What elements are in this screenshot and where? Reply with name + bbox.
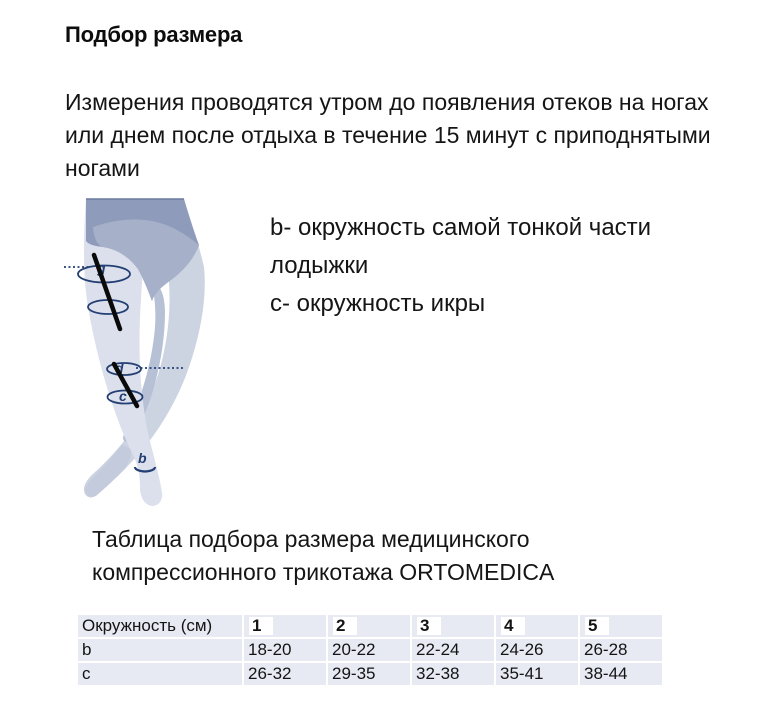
header-size-cell: [328, 615, 410, 637]
header-size-cell: [580, 615, 662, 637]
ring-label-c: c: [119, 388, 127, 404]
table-caption: Таблица подбора размера медицинского компрессионного трикотажа ORTOMEDICA: [92, 526, 555, 585]
measurement-notes: [270, 209, 708, 323]
crossing-foot-shade: [85, 445, 131, 497]
header-size-cell: [244, 615, 326, 637]
row-b-value: 24-26: [496, 639, 578, 661]
leg-measurement-diagram: [55, 197, 255, 517]
row-c-value: 32-38: [412, 663, 494, 685]
table-header-row: [78, 615, 662, 637]
row-c-value: 26-32: [244, 663, 326, 685]
table-row-b: [78, 639, 662, 661]
header-size-cell: [496, 615, 578, 637]
page-title: Подбор размера: [65, 22, 243, 47]
row-b-value: 26-28: [580, 639, 662, 661]
intro-text: Измерения проводятся утром до появления отеков на ногах или днем после отдыха в течение 15 минут с приподнятыми ногами: [65, 89, 711, 181]
table-row-c: [78, 663, 662, 685]
row-b-value: 18-20: [244, 639, 326, 661]
note-ankle: b- окружность самой тонкой части лодыжки: [270, 214, 652, 279]
header-label-cell: Окружность (см): [78, 615, 242, 637]
size-number-4: 4: [501, 617, 525, 635]
row-c-value: 35-41: [496, 663, 578, 685]
row-b-value: 20-22: [328, 639, 410, 661]
ring-label-g: g: [97, 260, 106, 276]
ring-label-d: d: [115, 360, 124, 376]
size-number-3: 3: [417, 617, 441, 635]
row-c-value: 38-44: [580, 663, 662, 685]
size-number-1: 1: [249, 617, 273, 635]
size-number-5: 5: [585, 617, 609, 635]
header-size-cell: [412, 615, 494, 637]
size-number-2: 2: [333, 617, 357, 635]
row-c-label: c: [78, 663, 242, 685]
size-table: [76, 613, 664, 687]
row-b-value: 22-24: [412, 639, 494, 661]
row-c-value: 29-35: [328, 663, 410, 685]
note-calf: c- окружность икры: [270, 290, 486, 317]
leg-diagram-svg: [55, 197, 255, 517]
row-b-label: b: [78, 639, 242, 661]
ring-label-b: b: [138, 450, 147, 466]
